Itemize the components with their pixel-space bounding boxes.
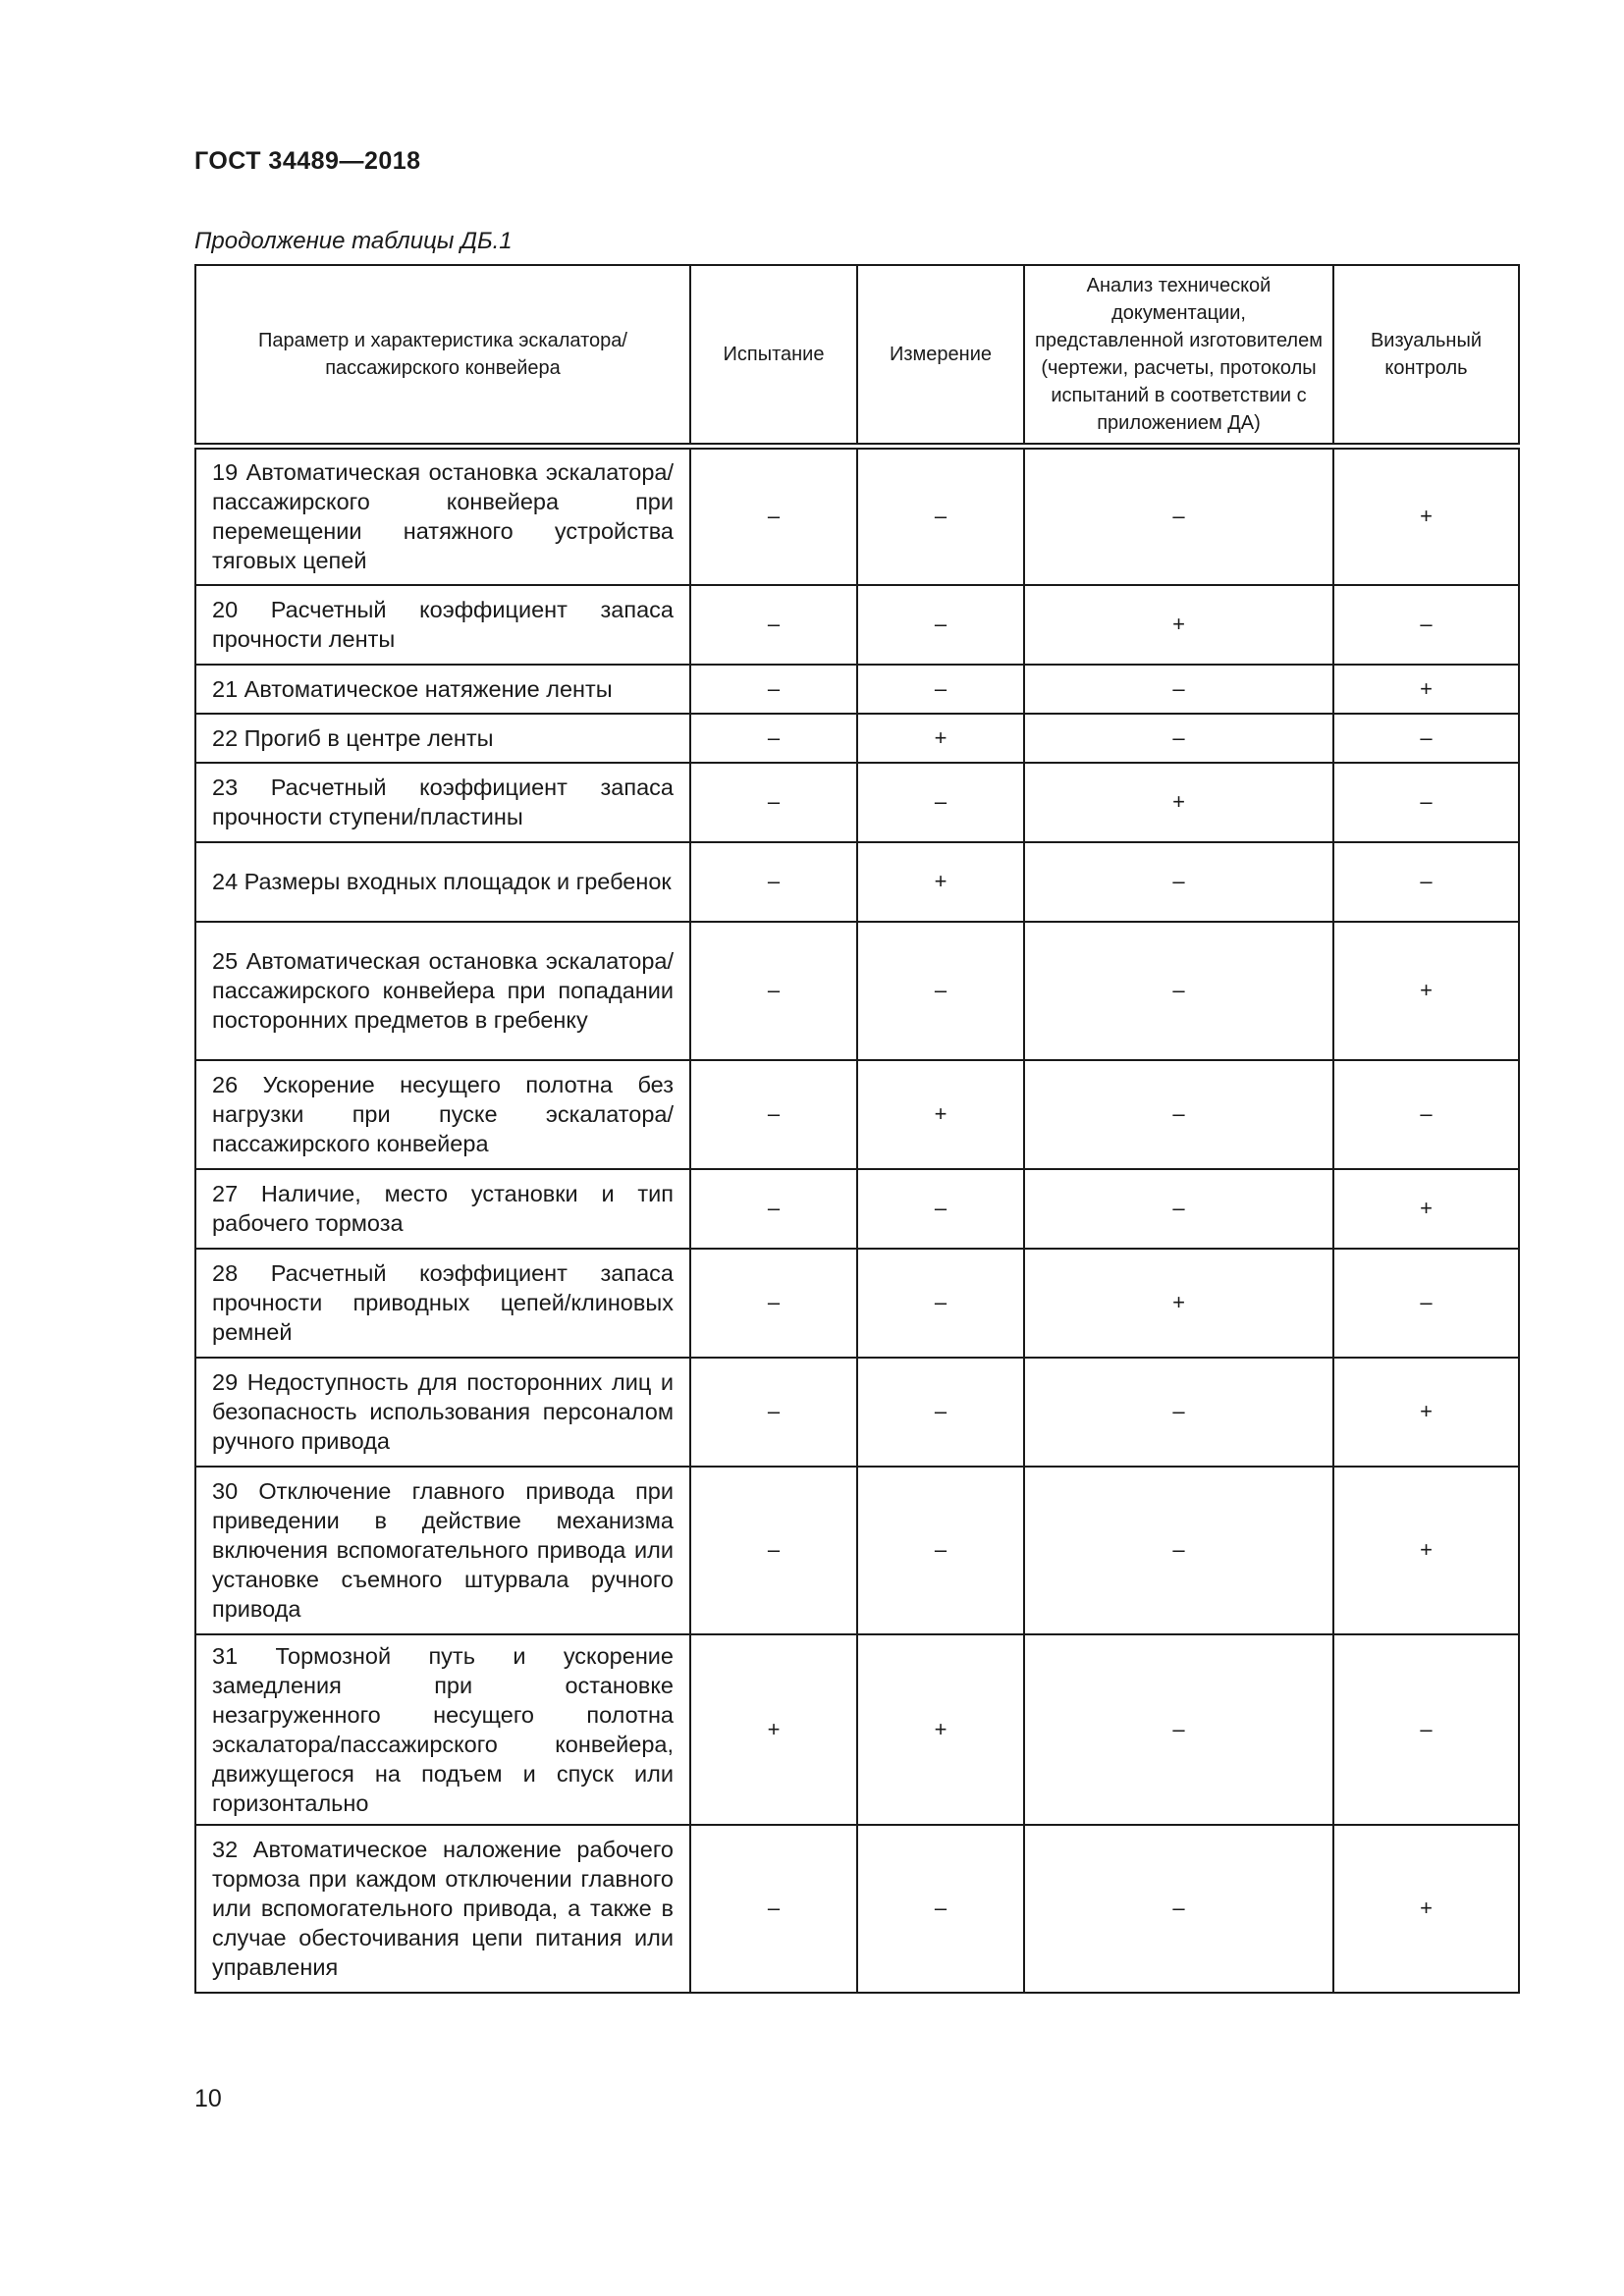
table-row (195, 1169, 1519, 1249)
row-test-mark: – (690, 1249, 857, 1358)
row-test-mark: – (690, 1169, 857, 1249)
row-measure-mark: – (857, 922, 1024, 1060)
row-docs-mark: – (1024, 1825, 1333, 1993)
row-docs-mark: – (1024, 842, 1333, 922)
row-measure-mark: – (857, 1467, 1024, 1634)
row-visual-mark: + (1333, 1825, 1519, 1993)
row-parameter: 20 Расчетный коэффициент запаса прочности ленты (195, 585, 690, 665)
column-header-measurement: Измерение (857, 265, 1024, 447)
row-docs-mark: – (1024, 1060, 1333, 1169)
row-docs-mark: – (1024, 922, 1333, 1060)
row-measure-mark: + (857, 1634, 1024, 1825)
row-test-mark: + (690, 1634, 857, 1825)
row-test-mark: – (690, 585, 857, 665)
row-test-mark: – (690, 1060, 857, 1169)
table-row (195, 922, 1519, 1060)
row-visual-mark: – (1333, 842, 1519, 922)
row-measure-mark: – (857, 1249, 1024, 1358)
row-docs-mark: + (1024, 763, 1333, 842)
row-visual-mark: + (1333, 447, 1519, 585)
row-docs-mark: + (1024, 585, 1333, 665)
row-visual-mark: – (1333, 714, 1519, 763)
conformity-table (194, 264, 1520, 1994)
row-docs-mark: – (1024, 447, 1333, 585)
row-visual-mark: – (1333, 1060, 1519, 1169)
row-docs-mark: – (1024, 1467, 1333, 1634)
row-docs-mark: – (1024, 1634, 1333, 1825)
table-row (195, 585, 1519, 665)
row-parameter: 19 Автоматическая остановка эскалатора/пассажирского конвейера при перемещении натяжного устройства тяговых цепей (195, 447, 690, 585)
row-docs-mark: – (1024, 665, 1333, 714)
row-test-mark: – (690, 665, 857, 714)
table-row (195, 763, 1519, 842)
row-visual-mark: + (1333, 922, 1519, 1060)
table-row (195, 714, 1519, 763)
row-test-mark: – (690, 1467, 857, 1634)
table-row (195, 1825, 1519, 1993)
row-visual-mark: + (1333, 1169, 1519, 1249)
row-docs-mark: + (1024, 1249, 1333, 1358)
row-measure-mark: + (857, 714, 1024, 763)
row-measure-mark: – (857, 447, 1024, 585)
column-header-visual-inspection: Визуальный контроль (1333, 265, 1519, 447)
row-measure-mark: – (857, 1358, 1024, 1467)
row-visual-mark: + (1333, 1358, 1519, 1467)
row-docs-mark: – (1024, 1358, 1333, 1467)
column-header-test: Испытание (690, 265, 857, 447)
page-number: 10 (194, 2085, 222, 2112)
row-test-mark: – (690, 842, 857, 922)
row-parameter: 29 Недоступность для посторонних лиц и безопасность использования персоналом ручного привода (195, 1358, 690, 1467)
table-row (195, 842, 1519, 922)
row-visual-mark: + (1333, 665, 1519, 714)
row-test-mark: – (690, 447, 857, 585)
column-header-documentation-analysis: Анализ технической документации, представленной изготовителем (чертежи, расчеты, протоколы испытаний в соответствии с приложением ДА) (1024, 265, 1333, 447)
row-docs-mark: – (1024, 1169, 1333, 1249)
row-parameter: 30 Отключение главного привода при приведении в действие механизма включения вспомогательного привода или установке съемного штурвала ручного привода (195, 1467, 690, 1634)
row-measure-mark: + (857, 842, 1024, 922)
table-row (195, 665, 1519, 714)
row-measure-mark: – (857, 665, 1024, 714)
row-parameter: 21 Автоматическое натяжение ленты (195, 665, 690, 714)
row-test-mark: – (690, 922, 857, 1060)
row-measure-mark: – (857, 763, 1024, 842)
table-row (195, 447, 1519, 585)
table-row (195, 1060, 1519, 1169)
row-test-mark: – (690, 763, 857, 842)
row-measure-mark: – (857, 585, 1024, 665)
row-visual-mark: – (1333, 1249, 1519, 1358)
row-measure-mark: – (857, 1825, 1024, 1993)
table-caption: Продолжение таблицы ДБ.1 (194, 228, 513, 254)
row-visual-mark: – (1333, 585, 1519, 665)
row-parameter: 27 Наличие, место установки и тип рабочего тормоза (195, 1169, 690, 1249)
row-parameter: 28 Расчетный коэффициент запаса прочности приводных цепей/клиновых ремней (195, 1249, 690, 1358)
table-row (195, 1249, 1519, 1358)
column-header-parameter: Параметр и характеристика эскалатора/пассажирского конвейера (195, 265, 690, 447)
row-parameter: 31 Тормозной путь и ускорение замедления при остановке незагруженного несущего полотна эскалатора/пассажирского конвейера, движущегося на подъем и спуск или горизонтально (195, 1634, 690, 1825)
row-parameter: 25 Автоматическая остановка эскалатора/пассажирского конвейера при попадании посторонних предметов в гребенку (195, 922, 690, 1060)
row-parameter: 22 Прогиб в центре ленты (195, 714, 690, 763)
table-row (195, 1634, 1519, 1825)
row-parameter: 23 Расчетный коэффициент запаса прочности ступени/пластины (195, 763, 690, 842)
row-parameter: 26 Ускорение несущего полотна без нагрузки при пуске эскалатора/пассажирского конвейера (195, 1060, 690, 1169)
row-test-mark: – (690, 1358, 857, 1467)
row-measure-mark: + (857, 1060, 1024, 1169)
row-test-mark: – (690, 714, 857, 763)
table-row (195, 1467, 1519, 1634)
row-test-mark: – (690, 1825, 857, 1993)
row-visual-mark: + (1333, 1467, 1519, 1634)
document-standard-header: ГОСТ 34489—2018 (194, 147, 421, 175)
row-visual-mark: – (1333, 763, 1519, 842)
row-measure-mark: – (857, 1169, 1024, 1249)
row-docs-mark: – (1024, 714, 1333, 763)
row-parameter: 24 Размеры входных площадок и гребенок (195, 842, 690, 922)
row-parameter: 32 Автоматическое наложение рабочего тормоза при каждом отключении главного или вспомогательного привода, а также в случае обесточивания цепи питания или управления (195, 1825, 690, 1993)
table-header-row (195, 265, 1519, 447)
row-visual-mark: – (1333, 1634, 1519, 1825)
table-row (195, 1358, 1519, 1467)
